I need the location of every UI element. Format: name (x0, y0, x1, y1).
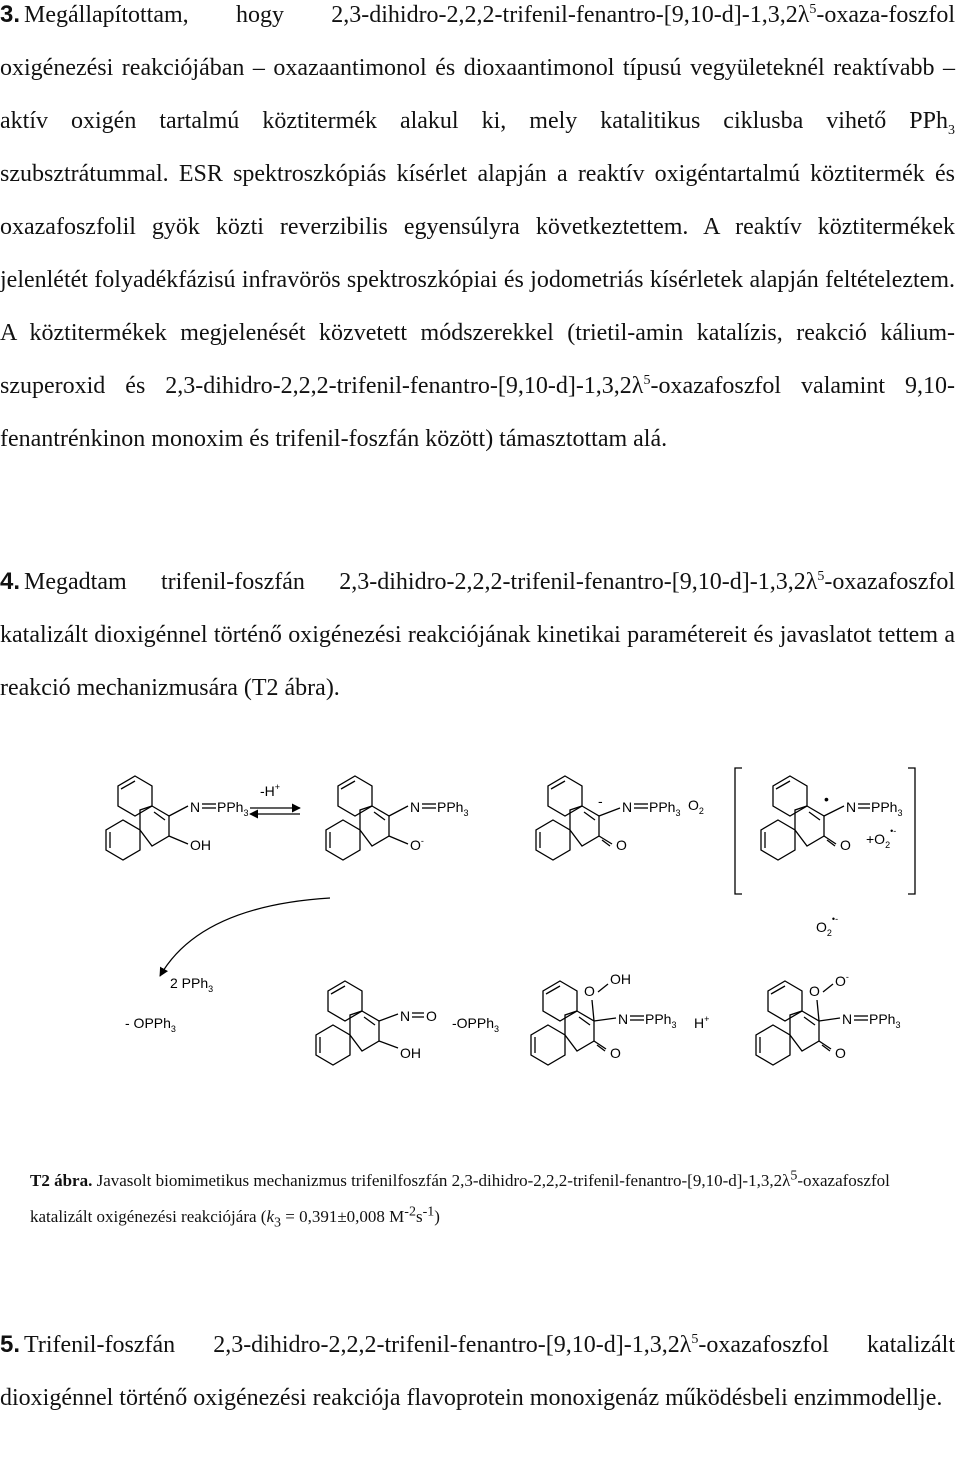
svg-text:N: N (846, 799, 857, 815)
svg-text:OH: OH (190, 837, 211, 853)
caption-label: T2 ábra. (30, 1171, 93, 1190)
p5-sup-a: 5 (691, 1332, 699, 1347)
svg-text:O-: O- (410, 836, 424, 853)
svg-text:O: O (426, 1008, 437, 1024)
svg-text:O: O (840, 837, 851, 853)
p4-text-a: Megadtam trifenil-foszfán 2,3-dihidro-2,2,2-trifenil-fenantro-[9,10-d]-1,3,2λ (24, 569, 818, 595)
svg-text:N: N (190, 799, 201, 815)
svg-text:-H+: -H+ (260, 782, 281, 799)
p3-text-b: -oxaza-foszfol oxigénezési reakciójában – oxazaantimonol és dioxaantimonol típusú vegyületeknél reaktívabb – aktív oxigén tartalmú köztitermék alakul ki, mely katalitikus ciklusba vihető PPh (0, 2, 955, 134)
caption-text-b: -oxazafoszfol katalizált oxigénezési reakciójára ( (30, 1171, 890, 1226)
caption-sup-a: 5 (790, 1168, 798, 1184)
svg-text:PPh3: PPh$_3$ (649, 799, 681, 818)
paragraph-3 (0, 0, 955, 466)
molecule-2 (326, 776, 468, 860)
figure-caption (30, 1163, 930, 1235)
paragraph-4 (0, 555, 955, 715)
deprotonation-arrow (250, 782, 300, 814)
paragraph-5 (0, 1318, 955, 1425)
svg-text:PPh3: PPh$_3$ (871, 799, 903, 818)
svg-text:PPh3: PPh$_3$ (437, 799, 469, 818)
p3-text-a: Megállapítottam, hogy 2,3-dihidro-2,2,2-trifenil-fenantro-[9,10-d]-1,3,2λ (24, 2, 810, 28)
molecule-6 (756, 972, 900, 1065)
svg-text:O2: $O_2$ (688, 797, 704, 816)
opph3-label (452, 1015, 499, 1034)
reaction-scheme (80, 756, 920, 1136)
svg-text:-OPPh3: -OPPh$_3$ (452, 1015, 500, 1034)
svg-text:PPh3: PPh$_3$ (869, 1011, 901, 1030)
svg-text:N: N (618, 1011, 629, 1027)
svg-text:+O2•-: $+O_2^•-$ (866, 826, 897, 850)
reduction-arrow (125, 898, 330, 1034)
item-number-5: 5. (0, 1331, 21, 1358)
p3-text-c: szubsztrátummal. ESR spektroszkópiás kísérlet alapján a reaktív oxigéntartalmú köztitermék és oxazafoszfolil gyök közti reverzibilis egyensúlyra következtettem. A reaktív köztitermékek jelenlétét folyadékfázisú infravörös spektroszkópiai és jodometriás kísérletek alapján feltételeztem. A köztitermékek megjelenését közvetett módszerekkel (trietil-amin katalízis, reakció kálium-szuperoxid és 2,3-dihidro-2,2,2-trifenil-fenantro-[9,10-d]-1,3,2λ (0, 161, 955, 399)
caption-s-sup: -1 (422, 1204, 435, 1220)
svg-text:PPh3: PPh$_3$ (645, 1011, 677, 1030)
molecule-4 (316, 981, 437, 1065)
svg-text:O-: O- (835, 972, 849, 989)
svg-text:H+: H+ (694, 1014, 710, 1031)
item-number-3: 3. (0, 1, 21, 28)
caption-text-c: = 0,391±0,008 M (281, 1207, 405, 1226)
p5-text-b: -oxazafoszfol katalizált dioxigénnel történő oxigénezési reakciója flavoprotein monoxigenáz működésbeli enzimmodellje. (0, 1332, 955, 1411)
svg-text:PPh3: PPh$_3$ (217, 799, 249, 818)
item-number-4: 4. (0, 568, 21, 595)
svg-text:OH: OH (400, 1045, 421, 1061)
svg-text:N: N (400, 1008, 411, 1024)
radical-pair (735, 768, 915, 894)
caption-text-a: Javasolt biomimetikus mechanizmus trifenilfoszfán 2,3-dihidro-2,2,2-trifenil-fenantro-[9,10-d]-1,3,2λ (92, 1171, 791, 1190)
proton-label (694, 1014, 709, 1031)
p3-sup-a: 5 (809, 2, 817, 17)
caption-text-e: ) (434, 1207, 440, 1226)
svg-text:N: N (842, 1011, 853, 1027)
caption-k-sub: 3 (274, 1215, 281, 1231)
molecule-1 (106, 776, 248, 860)
p3-sup-c: 5 (643, 373, 651, 388)
p3-text-d: -oxazafoszfol valamint 9,10-fenantrénkinon monoxim és trifenil-foszfán között) támasztottam alá. (0, 373, 955, 452)
caption-text-d: s (415, 1207, 423, 1226)
caption-m-sup: -2 (404, 1204, 416, 1220)
p3-sub-b: 3 (948, 122, 955, 138)
svg-text:O: O (616, 837, 627, 853)
p5-text-a: Trifenil-foszfán 2,3-dihidro-2,2,2-trifenil-fenantro-[9,10-d]-1,3,2λ (24, 1332, 692, 1358)
svg-text:2 PPh3: 2 PPh$_3$ (170, 975, 214, 994)
p4-sup-a: 5 (817, 569, 825, 584)
svg-text:•: • (824, 791, 829, 807)
p4-text-b: -oxazafoszfol katalizált dioxigénnel történő oxigénezési reakciójának kinetikai paramétereit és javaslatot tettem a reakció mechanizmusára (T2 ábra). (0, 569, 955, 701)
superoxide (816, 914, 838, 938)
svg-text:OH: OH (610, 971, 631, 987)
svg-text:- OPPh3: - OPPh$_3$ (125, 1015, 176, 1034)
molecule-5 (531, 971, 676, 1065)
svg-text:O: O (584, 983, 595, 999)
svg-text:N: N (410, 799, 421, 815)
svg-text:-: - (598, 793, 603, 809)
svg-text:O: O (835, 1045, 846, 1061)
svg-text:N: N (622, 799, 633, 815)
svg-text:O2•-: $O_2^•-$ (816, 914, 839, 938)
svg-text:O: O (809, 983, 820, 999)
svg-text:O: O (610, 1045, 621, 1061)
caption-k: k (266, 1207, 274, 1226)
molecule-3 (536, 776, 704, 860)
